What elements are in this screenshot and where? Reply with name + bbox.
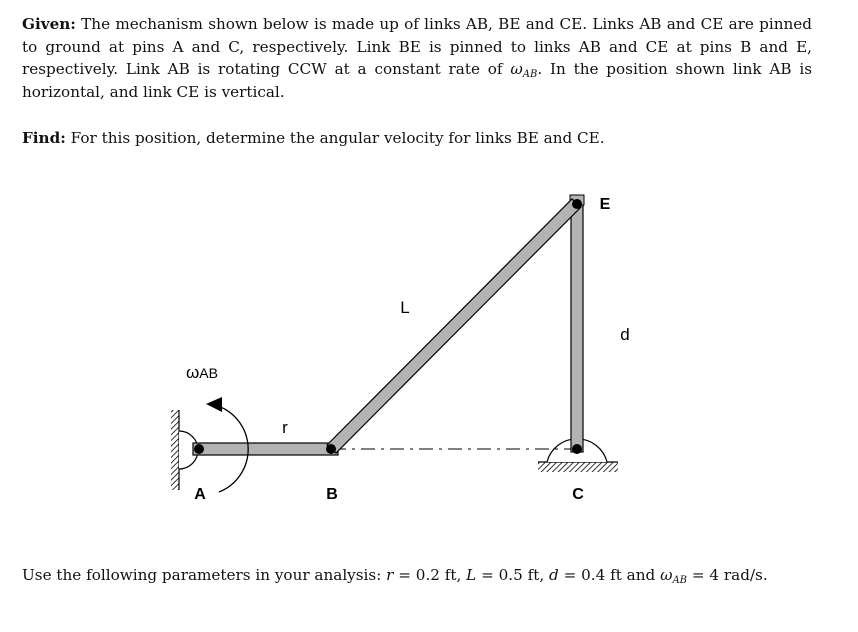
- link-CE: [571, 200, 583, 452]
- params-omega-value: = 4 rad/s.: [687, 566, 768, 584]
- params-d-value: = 0.4 ft and: [558, 566, 661, 584]
- label-omega-AB: [186, 363, 218, 382]
- params-L-symbol: L: [466, 566, 477, 584]
- params-r-value: = 0.2 ft,: [393, 566, 467, 584]
- find-text: For this position, determine the angular velocity for links BE and CE.: [65, 129, 605, 147]
- pin-C: [572, 444, 582, 454]
- link-AB: [193, 443, 338, 455]
- params-omega-symbol: ω: [660, 566, 673, 584]
- pin-A: [194, 444, 204, 454]
- label-r: r: [282, 418, 288, 437]
- given-text-2: . In the position shown link AB is horizontal, and link CE is vertical.: [22, 60, 812, 101]
- given-omega-symbol: ω: [510, 60, 523, 78]
- params-r-symbol: r: [386, 566, 394, 584]
- pin-E: [572, 199, 582, 209]
- params-intro: Use the following parameters in your analysis:: [22, 566, 387, 584]
- given-omega-subscript: AB: [522, 69, 538, 80]
- label-omega-symbol: ω: [186, 363, 200, 382]
- params-L-value: = 0.5 ft,: [476, 566, 550, 584]
- label-L: L: [400, 298, 410, 317]
- label-d: d: [620, 325, 630, 344]
- label-A: A: [194, 486, 206, 503]
- label-E: E: [599, 196, 611, 213]
- find-label: Find:: [22, 129, 66, 147]
- params-d-symbol: d: [549, 566, 559, 584]
- params-omega-subscript: AB: [672, 575, 688, 586]
- given-text-1: The mechanism shown below is made up of links AB, BE and CE. Links AB and CE are pinned to ground at pins A and C, respectively. Link BE is pinned to links AB and CE at pins B and E, respectively. Link AB is rotating CCW at a constant rate of: [22, 15, 812, 78]
- label-B: B: [326, 486, 338, 503]
- given-label: Given:: [22, 15, 76, 33]
- label-C: C: [572, 486, 584, 503]
- link-BE: [327, 199, 581, 453]
- label-omega-subscript: AB: [199, 365, 218, 381]
- pin-B: [326, 444, 336, 454]
- parameters-paragraph: [22, 564, 812, 587]
